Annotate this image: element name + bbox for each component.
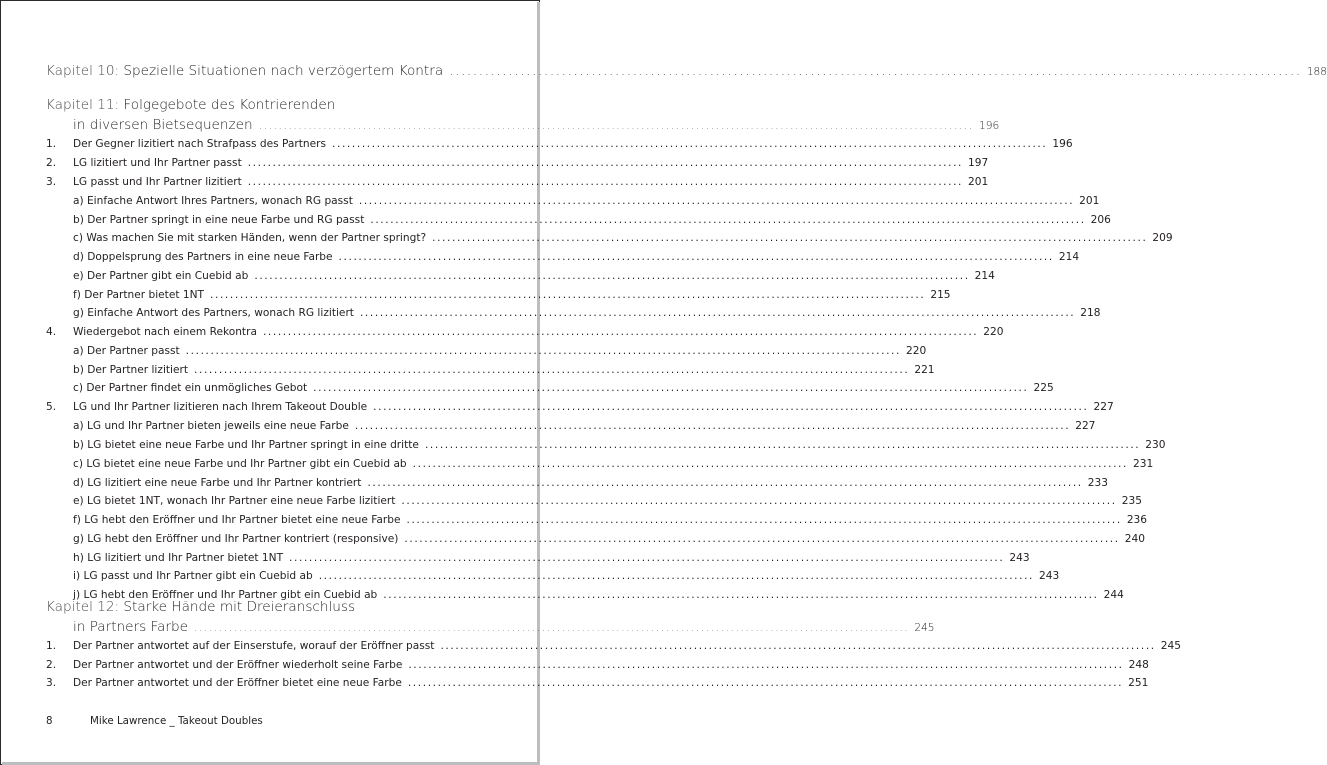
toc-entry[interactable]: i) LG passt und Ihr Partner gibt ein Cuebid ab ................................................................................................................................................ 243 — [73, 570, 1060, 582]
chapter-heading-continued: in diversen Bietsequenzen — [73, 117, 253, 133]
dot-leader: ................................................................................................................................................ — [367, 477, 1083, 489]
page-number: 188 — [1306, 66, 1327, 78]
dot-leader: ................................................................................................................................................ — [194, 364, 910, 376]
toc-entry[interactable]: d) LG lizitiert eine neue Farbe und Ihr Partner kontriert ................................................................................................................................................ 233 — [73, 477, 1108, 489]
chapter-heading: Kapitel 12: Starke Hände mit Dreieranschluss — [46, 599, 356, 615]
chapter-heading: Kapitel 11: Folgegebote des Kontrierenden — [46, 97, 336, 113]
dot-leader: ................................................................................................................................................ — [370, 214, 1086, 226]
toc-chapter-12[interactable] — [46, 599, 492, 615]
dot-leader: ................................................................................................................................................ — [404, 533, 1120, 545]
dot-leader: ................................................................................................................................................ — [407, 677, 1124, 689]
toc-entry[interactable]: c) Was machen Sie mit starken Händen, wenn der Partner springt? ................................................................................................................................................ 209 — [73, 232, 1173, 244]
toc-entry[interactable]: 1. Der Partner antwortet auf der Einserstufe, worauf der Eröffner passt ................................................................................................................................................ 245 — [46, 640, 1181, 652]
toc-entry[interactable]: g) LG hebt den Eröffner und Ihr Partner kontriert (responsive) ................................................................................................................................................ 240 — [73, 533, 1145, 545]
dot-leader: ................................................................................................................................................ — [449, 63, 1302, 79]
chapter-heading-continued: in Partners Farbe — [73, 619, 189, 635]
dot-leader: ................................................................................................................................................ — [313, 382, 1029, 394]
footer-page-number: 8 — [46, 715, 53, 727]
dot-leader: ................................................................................................................................................ — [358, 195, 1075, 207]
toc-entry[interactable]: a) Einfache Antwort Ihres Partners, wonach RG passt ................................................................................................................................................ 201 — [73, 195, 1100, 207]
dot-leader: ................................................................................................................................................ — [289, 552, 1005, 564]
toc-entry[interactable]: h) LG lizitiert und Ihr Partner bietet 1NT ................................................................................................................................................ 243 — [73, 552, 1030, 564]
dot-leader: ................................................................................................................................................ — [373, 401, 1089, 413]
chapter-heading: Kapitel 10: Spezielle Situationen nach verzögertem Kontra — [46, 63, 444, 79]
toc-entry[interactable]: 1. Der Gegner lizitiert nach Strafpass des Partners ................................................................................................................................................ 196 — [46, 138, 1073, 150]
page-number: 245 — [914, 622, 935, 634]
toc-chapter-12-line2[interactable] — [73, 619, 935, 635]
toc-entry[interactable]: b) Der Partner lizitiert ................................................................................................................................................ 221 — [73, 364, 935, 376]
toc-entry[interactable]: 4. Wiedergebot nach einem Rekontra ................................................................................................................................................ 220 — [46, 326, 1004, 338]
dot-leader: ................................................................................................................................................ — [332, 138, 1048, 150]
page-number: 196 — [978, 120, 1000, 132]
dot-leader: ................................................................................................................................................ — [318, 570, 1035, 582]
toc-chapter-10[interactable] — [46, 63, 1327, 79]
toc-entry[interactable]: j) LG hebt den Eröffner und Ihr Partner gibt ein Cuebid ab ................................................................................................................................................ 244 — [73, 589, 1124, 601]
toc-chapter-11-line2[interactable] — [73, 117, 1000, 133]
dot-leader: ................................................................................................................................................ — [247, 157, 964, 169]
toc-entry[interactable]: 3. Der Partner antwortet und der Eröffner bietet eine neue Farbe ................................................................................................................................................ 251 — [46, 677, 1149, 689]
toc-entry[interactable]: c) Der Partner findet ein unmögliches Gebot ................................................................................................................................................ 225 — [73, 382, 1054, 394]
toc-entry[interactable]: a) LG und Ihr Partner bieten jeweils eine neue Farbe ................................................................................................................................................ 227 — [73, 420, 1096, 432]
toc-entry[interactable]: 3. LG passt und Ihr Partner lizitiert ................................................................................................................................................ 201 — [46, 176, 989, 188]
toc-entry[interactable]: f) Der Partner bietet 1NT ................................................................................................................................................ 215 — [73, 289, 951, 301]
dot-leader: ................................................................................................................................................ — [432, 232, 1148, 244]
toc-entry[interactable]: a) Der Partner passt ................................................................................................................................................ 220 — [73, 345, 927, 357]
toc-entry[interactable]: b) LG bietet eine neue Farbe und Ihr Partner springt in eine dritte ................................................................................................................................................ 230 — [73, 439, 1166, 451]
toc-entry[interactable]: g) Einfache Antwort des Partners, wonach RG lizitiert ................................................................................................................................................ 218 — [73, 307, 1101, 319]
dot-leader: ................................................................................................................................................ — [338, 251, 1054, 263]
dot-leader: ................................................................................................................................................ — [401, 495, 1117, 507]
dot-leader: ................................................................................................................................................ — [424, 439, 1141, 451]
toc-entry[interactable]: 2. LG lizitiert und Ihr Partner passt ................................................................................................................................................ 197 — [46, 157, 989, 169]
dot-leader: ................................................................................................................................................ — [359, 307, 1076, 319]
toc-entry[interactable]: c) LG bietet eine neue Farbe und Ihr Partner gibt ein Cuebid ab ................................................................................................................................................ 231 — [73, 458, 1154, 470]
dot-leader: ................................................................................................................................................ — [254, 270, 970, 282]
toc-entry[interactable]: e) Der Partner gibt ein Cuebid ab ................................................................................................................................................ 214 — [73, 270, 995, 282]
toc-entry[interactable]: 2. Der Partner antwortet und der Eröffner wiederholt seine Farbe ................................................................................................................................................ 248 — [46, 659, 1149, 671]
dot-leader: ................................................................................................................................................ — [412, 458, 1128, 470]
dot-leader: ................................................................................................................................................ — [354, 420, 1071, 432]
toc-entry[interactable]: 5. LG und Ihr Partner lizitieren nach Ihrem Takeout Double ................................................................................................................................................ 227 — [46, 401, 1114, 413]
dot-leader: ................................................................................................................................................ — [383, 589, 1099, 601]
toc-entry[interactable]: e) LG bietet 1NT, wonach Ihr Partner eine neue Farbe lizitiert ................................................................................................................................................ 235 — [73, 495, 1142, 507]
dot-leader: ................................................................................................................................................ — [247, 176, 964, 188]
dot-leader: ................................................................................................................................................ — [258, 120, 974, 132]
dot-leader: ................................................................................................................................................ — [210, 289, 926, 301]
dot-leader: ................................................................................................................................................ — [185, 345, 901, 357]
dot-leader: ................................................................................................................................................ — [440, 640, 1156, 652]
footer-running-title: Mike Lawrence _ Takeout Doubles — [90, 715, 263, 727]
dot-leader: ................................................................................................................................................ — [408, 659, 1124, 671]
toc-entry[interactable]: f) LG hebt den Eröffner und Ihr Partner bietet eine neue Farbe ................................................................................................................................................ 236 — [73, 514, 1148, 526]
toc-entry[interactable]: d) Doppelsprung des Partners in eine neue Farbe ................................................................................................................................................ 214 — [73, 251, 1080, 263]
dot-leader: ................................................................................................................................................ — [406, 514, 1122, 526]
toc-entry[interactable]: b) Der Partner springt in eine neue Farbe und RG passt ................................................................................................................................................ 206 — [73, 214, 1111, 226]
dot-leader: ................................................................................................................................................ — [194, 622, 910, 634]
toc-chapter-11[interactable] — [46, 97, 492, 113]
dot-leader: ................................................................................................................................................ — [262, 326, 979, 338]
